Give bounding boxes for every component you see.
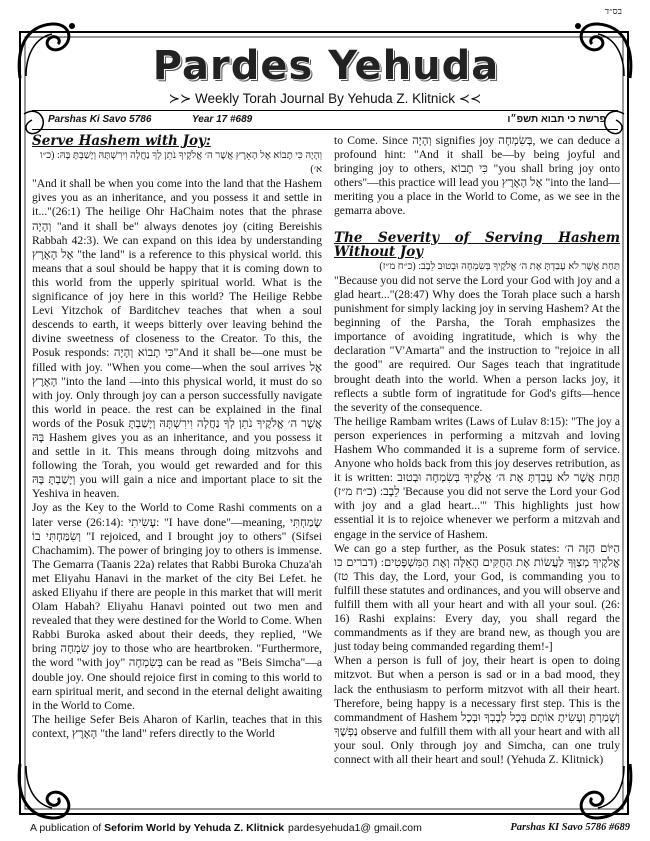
right-paragraph-1: "Because you did not serve the Lord your God with joy and a glad heart..."(28:47) Why does the Torah place such a harsh punishment for simply lacking joy in serving Hashem? At the beginning of the Parsha, the Torah emphasizes the importance of avoiding ingratitude, which is why the declaration "V'Amarta" and the instruction to "rejoice in all the good" are required. Our Sages teach that ingratitude brought death into the world. When a person lacks joy, it reflects a subtle form of ingratitude for God's gifts—hence the severity of the consequence. (334, 273, 620, 414)
left-hebrew-verse: וְהָיָה כִּי תָבוֹא אֶל הָאָרֶץ אֲשֶׁר ה׳ אֱלֹקֶיךָ נֹתֵן לְךָ נַחֲלָה וִירִשְׁתָּהּ וְיָשַׁבְתָּ בָּהּ: (כ״ו א׳) (39, 150, 322, 176)
issue-parsha: Parshas Ki Savo 5786 (48, 114, 152, 125)
left-arrow-ornament-icon: ≻≻ (168, 91, 192, 106)
right-heading: The Severity of Serving Hashem Without Joy (334, 229, 620, 260)
right-paragraph-0: to Come. Since וְהָיָה signifies joy בְּשִׂמְחָה, we can deduce a profound hint: "And it shall be—by being joyful and bringing joy to others, כִּי תָבוֹא "you shall bring joy onto others"—this practice will lead you אֶל הָאָרֶץ "into the land—meriting you a place in the World to Come, as we see in the gemarra above. (334, 134, 620, 218)
right-paragraph-3: We can go a step further, as the Posuk states: הַיּוֹם הַזֶּה ה׳ אֱלֹקֶיךָ מְצַוְּךָ לַעֲשׂוֹת אֶת הַחֻקִּים הָאֵלֶּה וְאֶת הַמִּשְׁפָּטִים: (דברים כו טז) This day, the Lord, your God, is commanding you to fulfill these statutes and ordinances, and you will observe and fulfill them with all your heart and with all your soul. (26: 16) Rashi explains: Every day, you shall regard the commandments as if they are brand new, as though you are just today being commanded regarding them!-] (334, 541, 620, 654)
right-paragraph-4: When a person is full of joy, their heart is open to doing mitzvot. But when a person is sad or in a bad mood, they lack the enthusiasm to perform mitzvot with all their heart. Therefore, being happy is a necessary first step. This is the commandment of Hashem וְשָׁמַרְתָּ וְעָשִׂיתָ אוֹתָם בְּכָל לְבָבְךָ וּבְכָל נַפְשֶׁךָ observe and fulfill them with all your heart and with all your soul. Only through joy and Simcha, can one truly connect with all their heart and soul! (Yehuda Z. Klitnick) (334, 654, 620, 767)
right-paragraph-2: The heilige Rambam writes (Laws of Lulav 8:15): "The joy a person experiences in performing a mitzvah and loving Hashem Who commanded it is a supreme form of service. Anyone who holds back from this joy deserves retribution, as it is written: תַּחַת אֲשֶׁר לֹא עָבַדְתָּ אֶת ה׳ אֱלֹקֶיךָ בְּשִׂמְחָה וּבְטוּב לֵבָב: (כ״ח מ״ז) 'Because you did not serve the Lord your God with joy and a glad heart...'" This highlights just how essential it is to rejoice whenever we perform a mitzvah and engage in the service of Hashem. (334, 414, 621, 541)
bottom-right-ornament-icon (574, 760, 638, 824)
top-left-ornament-icon (12, 18, 76, 82)
left-paragraph-1: "And it shall be when you come into the land that the Hashem gives you as an inheritance, and you possess it and settle in it..."(26:1) The heilige Ohr HaChaim notes that the phrase וְהָיָה "and it shall be" always denotes joy (citing Bereishis Rabbah 42:3). We can expand on this idea by understanding אֶל הָאָרֶץ "the land" is a reference to this physical world. this means that a soul should be happy that it is coming down to this world from the upperly spiritual world. What is the significance of joy here in this world? The Heilige Rebbe Levi Yitzchok of Barditchev teaches that when a soul descends to earth, it weeps bitterly over leaving behind the divine sweetness of closeness to the Creator. To this, the Posuk responds: כִּי תָבוֹא וְהָיָה"And it shall be—one must be filled with joy. "When you come—when the soul arrives אֶל הָאָרֶץ "into the land —into this physical world, it must do so with joy. Only through joy can a person successfully navigate this world in peace. the rest can be explained in the final words of the Posuk אֲשֶׁר ה׳ אֱלֹקֶיךָ נֹתֵן לְךָ נַחֲלָה וִירִשְׁתָּהּ וְיָשַׁבְתָּ בָּהּ Hashem gives you as an inheritance, and you possess it and settle in it. This means through doing mitzvohs and following the Torah, you would get rewarded and for this וְיָשַׁבְתָּ בָּהּ you will gain a nice and important place to sit the Yeshiva in heaven. (32, 177, 323, 501)
journal-title: Pardes Yehuda (152, 43, 500, 89)
journal-subtitle-row (150, 91, 500, 107)
top-right-ornament-icon (574, 18, 638, 82)
masthead (146, 40, 506, 92)
journal-subtitle: Weekly Torah Journal By Yehuda Z. Klitnick (195, 91, 455, 106)
bottom-left-ornament-icon (12, 760, 76, 824)
left-paragraph-2: Joy as the Key to the World to Come Rashi comments on a later verse (26:14): עָשִׂיתִי: "I have done"—meaning, שָׂמַחְתִּי וְשִׂמַּחְתִּי בוֹ "I rejoiced, and I brought joy to others" (Sifsei Chachamim). The power of bringing joy to others is immense. The Gemarra (Taanis 22a) relates that Rabbi Buroka Chuza'ah met Eliyahu Hanavi in the market of the city Bei Lefet. he asked Eliyahu if there are people in this market that will merit Olam Habah? Eliyahu Hanavi pointed out two men and revealed that they were destined for the World to Come. When Rabbi Buroka asked about their deeds, they replied, "We bring שִׂמְחָה joy to those who are heartbroken. "Furthermore, the word "with joy" בְּשִׂמְחָה can be read as "Beis Simcha"—a double joy. One should rejoice first in coming to this world to earn spiritual merit, and second in the eternal delight awaiting in the World to Come. (32, 501, 323, 712)
right-hebrew-verse: תַּחַת אֲשֶׁר לֹא עָבַדְתָּ אֶת ה׳ אֱלֹקֶיךָ בְּשִׂמְחָה וּבְטוּב לֵבָב: (כ״ח מ״ז) (379, 260, 620, 272)
footer-publisher: Seforim World by Yehuda Z. Klitnick (104, 822, 285, 834)
right-arrow-ornament-icon: ≺≺ (458, 91, 482, 106)
footer-issue: Parshas KI Savo 5786 #689 (510, 822, 630, 833)
bsd-tag: בס״ד (604, 6, 622, 16)
footer (30, 822, 630, 834)
right-column (334, 134, 620, 767)
issue-year-number: Year 17 #689 (192, 114, 253, 125)
footer-prefix: A publication of (30, 822, 102, 834)
issue-parsha-hebrew: פרשת כי תבוא תשפ״ו (507, 114, 606, 125)
left-column (32, 134, 322, 741)
footer-email: pardesyehuda1@ gmail.com (288, 822, 422, 834)
left-paragraph-3: The heilige Sefer Beis Aharon of Karlin, teaches that in this context, הָאָרֶץ "the land" refers directly to the World (32, 712, 322, 740)
issue-bar (32, 110, 618, 130)
left-heading: Serve Hashem with Joy: (32, 133, 211, 149)
